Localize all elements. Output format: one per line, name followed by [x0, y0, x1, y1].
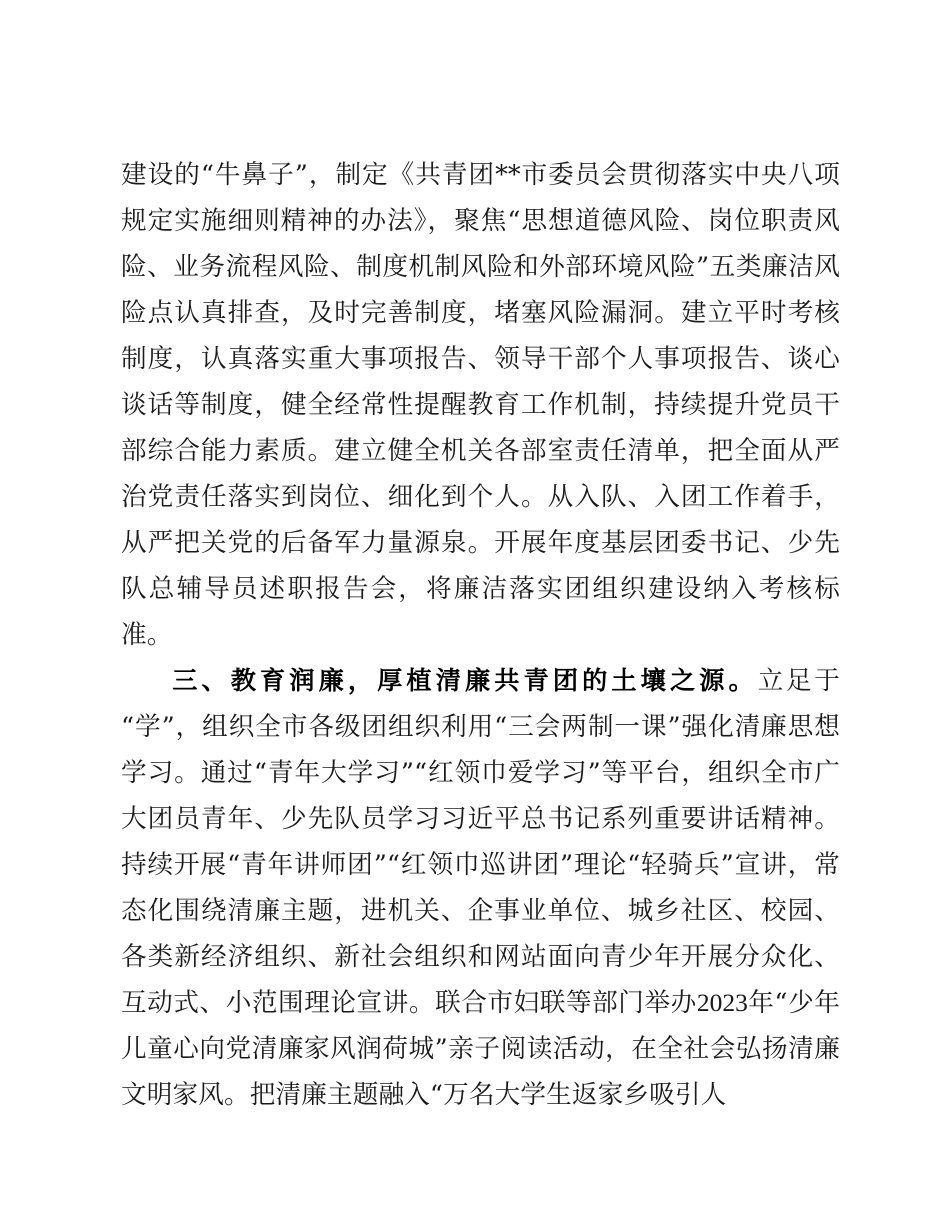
text-run: 建设的“牛鼻子”，制定《共青团 [121, 160, 496, 190]
text-run: 市委员会贯彻落实中央八项规定实施细则精神的办法》，聚焦“思想道德风险、岗位职责风险、业务流程风险、制度机制风险和外部环境风险”五类廉洁风险点认真排查，及时完善制度，堵塞风险漏洞。建立平时考核制度，认真落实重大事项报告、领导干部个人事项报告、谈心谈话等制度，健全经常性提醒教育工作机制，持续提升党员干部综合能力素质。建立健全机关各部室责任清单，把全面从严治党责任落实到岗位、细化到个人。从入队、入团工作着手，从严把关党的后备军力量源泉。开展年度基层团委书记、少先队总辅导员述职报告会，将廉洁落实团组织建设纳入考核标准。 [121, 160, 840, 650]
paragraph-continuation [121, 152, 840, 658]
document-body [121, 152, 840, 1118]
text-run: 年“少年儿童心向党清廉家风润荷城”亲子阅读活动，在全社会弘扬清廉文明家风。把清廉主题融入“万名大学生返家乡吸引人 [121, 988, 840, 1110]
section-heading-three: 三、教育润廉，厚植清廉共青团的土壤之源。 [172, 666, 758, 695]
year-number: 2023 [696, 988, 748, 1017]
paragraph-section-three [121, 658, 840, 1118]
redaction-asterisks: ** [495, 160, 521, 190]
text-run: 立足于“学”，组织全市各级团组织利用“三会两制一课”强化清廉思想学习。通过“青年大学习”“红领巾爱学习”等平台，组织全市广大团员青年、少先队员学习习近平总书记系列重要讲话精神。持续开展“青年讲师团”“红领巾巡讲团”理论“轻骑兵”宣讲，常态化围绕清廉主题，进机关、企事业单位、城乡社区、校园、各类新经济组织、新社会组织和网站面向青少年开展分众化、互动式、小范围理论宣讲。联合市妇联等部门举办 [121, 666, 840, 1018]
